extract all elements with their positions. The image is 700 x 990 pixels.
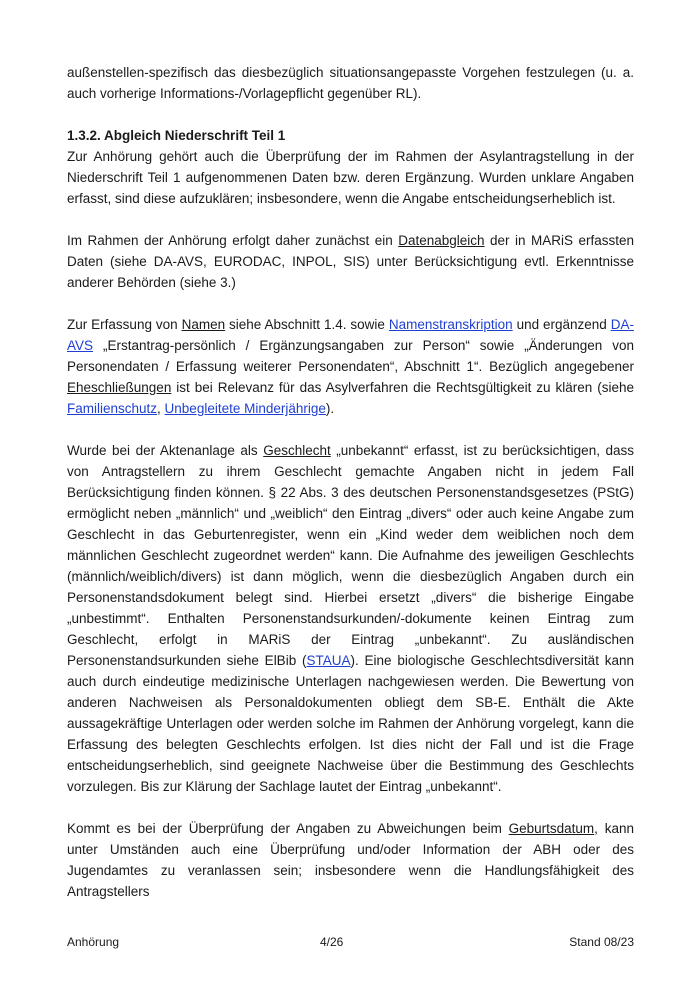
page-footer — [67, 935, 634, 953]
paragraph-abgleich: Zur Anhörung gehört auch die Überprüfung der im Rahmen der Asylantragstellung in der Niederschrift Teil 1 aufgenommenen Daten bzw. deren Ergänzung. Wurden unklare Angaben erfasst, sind diese aufzuklären; insbesondere, wenn die Angabe entscheidungserheblich ist. — [67, 149, 634, 206]
section-heading: 1.3.2. Abgleich Niederschrift Teil 1 — [67, 128, 286, 143]
text-run: siehe Abschnitt 1.4. sowie — [225, 317, 389, 332]
text-run: der in MARiS erfassten Daten (siehe DA-AVS, EURODAC, INPOL, SIS) unter Berücksichtigung evtl. Erkenntnisse anderer Behörden (siehe 3.) — [67, 233, 634, 290]
term-geburtsdatum: Geburtsdatum — [508, 821, 595, 836]
text-run: Kommt es bei der Überprüfung der Angaben zu Abweichungen beim — [67, 821, 509, 836]
text-run: ). Eine biologische Geschlechtsdiversität kann auch durch eindeutige medizinische Unterlagen nachgewiesen werden. Die Bewertung von anderen Nachweisen als Personaldokumenten obliegt dem SB-E. Enthält die Akte aussagekräftige Unterlagen oder werden solche im Rahmen der Anhörung vorgelegt, kann die Erfassung des belegten Geschlechts erfolgen. Ist dies nicht der Fall und ist die Frage entscheidungserheblich, sind geeignete Nachweise über die Bestimmung des Geschlechts vorzulegen. Bis zur Klärung der Sachlage lautet der Eintrag „unbekannt“. — [67, 653, 634, 794]
link-da-avs[interactable]: DA-AVS — [67, 317, 634, 353]
term-geschlecht: Geschlecht — [263, 443, 331, 458]
link-staua[interactable]: STAUA — [306, 653, 351, 668]
footer-version: Stand 08/23 — [569, 935, 634, 949]
text-run: ). — [325, 401, 335, 416]
text-run: und ergänzend — [512, 317, 611, 332]
text-run: Wurde bei der Aktenanlage als — [67, 443, 264, 458]
footer-page-number: 4/26 — [320, 935, 344, 949]
paragraph-geburtsdatum — [67, 818, 634, 902]
paragraph-geschlecht — [67, 440, 634, 797]
link-namenstranskription[interactable]: Namenstranskription — [388, 317, 513, 332]
footer-section-title: Anhörung — [67, 935, 120, 949]
term-datenabgleich: Datenabgleich — [398, 233, 485, 248]
link-unbegleitete-minderjaehrige[interactable]: Unbegleitete Minderjährige — [164, 401, 326, 416]
paragraph-datenabgleich — [67, 230, 634, 293]
paragraph-namen — [67, 314, 634, 419]
text-run: „Erstantrag-persönlich / Ergänzungsangaben zur Person“ sowie „Änderungen von Personendaten / Erfassung weiterer Personendaten“, Abschnitt 1“. Bezüglich angegebener — [67, 338, 634, 374]
document-page — [67, 62, 634, 902]
text-run: , — [157, 401, 165, 416]
text-run: , kann unter Umständen auch eine Überprüfung und/oder Information der ABH oder des Jugendamtes zu veranlassen sein; insbesondere wenn die Handlungsfähigkeit des Antragstellers — [67, 821, 634, 899]
term-namen: Namen — [181, 317, 226, 332]
text-run: ist bei Relevanz für das Asylverfahren die Rechtsgültigkeit zu klären (siehe — [171, 380, 634, 395]
paragraph-intro: außenstellen-spezifisch das diesbezüglich situationsangepasste Vorgehen festzulegen (u. a. auch vorherige Informations-/Vorlagepflicht gegenüber RL). — [67, 65, 634, 101]
text-run: Zur Erfassung von — [67, 317, 182, 332]
term-eheschliessungen: Eheschließungen — [67, 380, 172, 395]
text-run: Im Rahmen der Anhörung erfolgt daher zunächst ein — [67, 233, 399, 248]
link-familienschutz[interactable]: Familienschutz — [67, 401, 158, 416]
text-run: „unbekannt“ erfasst, ist zu berücksichtigen, dass von Antragstellern zu ihrem Geschlecht gemachte Angaben nicht in jedem Fall Berücksichtigung finden können. § 22 Abs. 3 des deutschen Personenstandsgesetzes (PStG) ermöglicht neben „männlich“ und „weiblich“ den Eintrag „divers“ oder auch keine Angabe zum Geschlecht in das Geburtenregister, wenn ein „Kind weder dem weiblichen noch dem männlichen Geschlecht zugeordnet werden“ kann. Die Aufnahme des jeweiligen Geschlechts (männlich/weiblich/divers) ist dann möglich, wenn die diesbezüglich Angaben durch ein Personenstandsdokument belegt sind. Hierbei ersetzt „divers“ die bisherige Eingabe „unbestimmt“. Enthalten Personenstandsurkunden/-dokumente keinen Eintrag zum Geschlecht, erfolgt in MARiS der Eintrag „unbekannt“. Zu ausländischen Personenstandsurkunden siehe ElBib ( — [67, 443, 634, 668]
